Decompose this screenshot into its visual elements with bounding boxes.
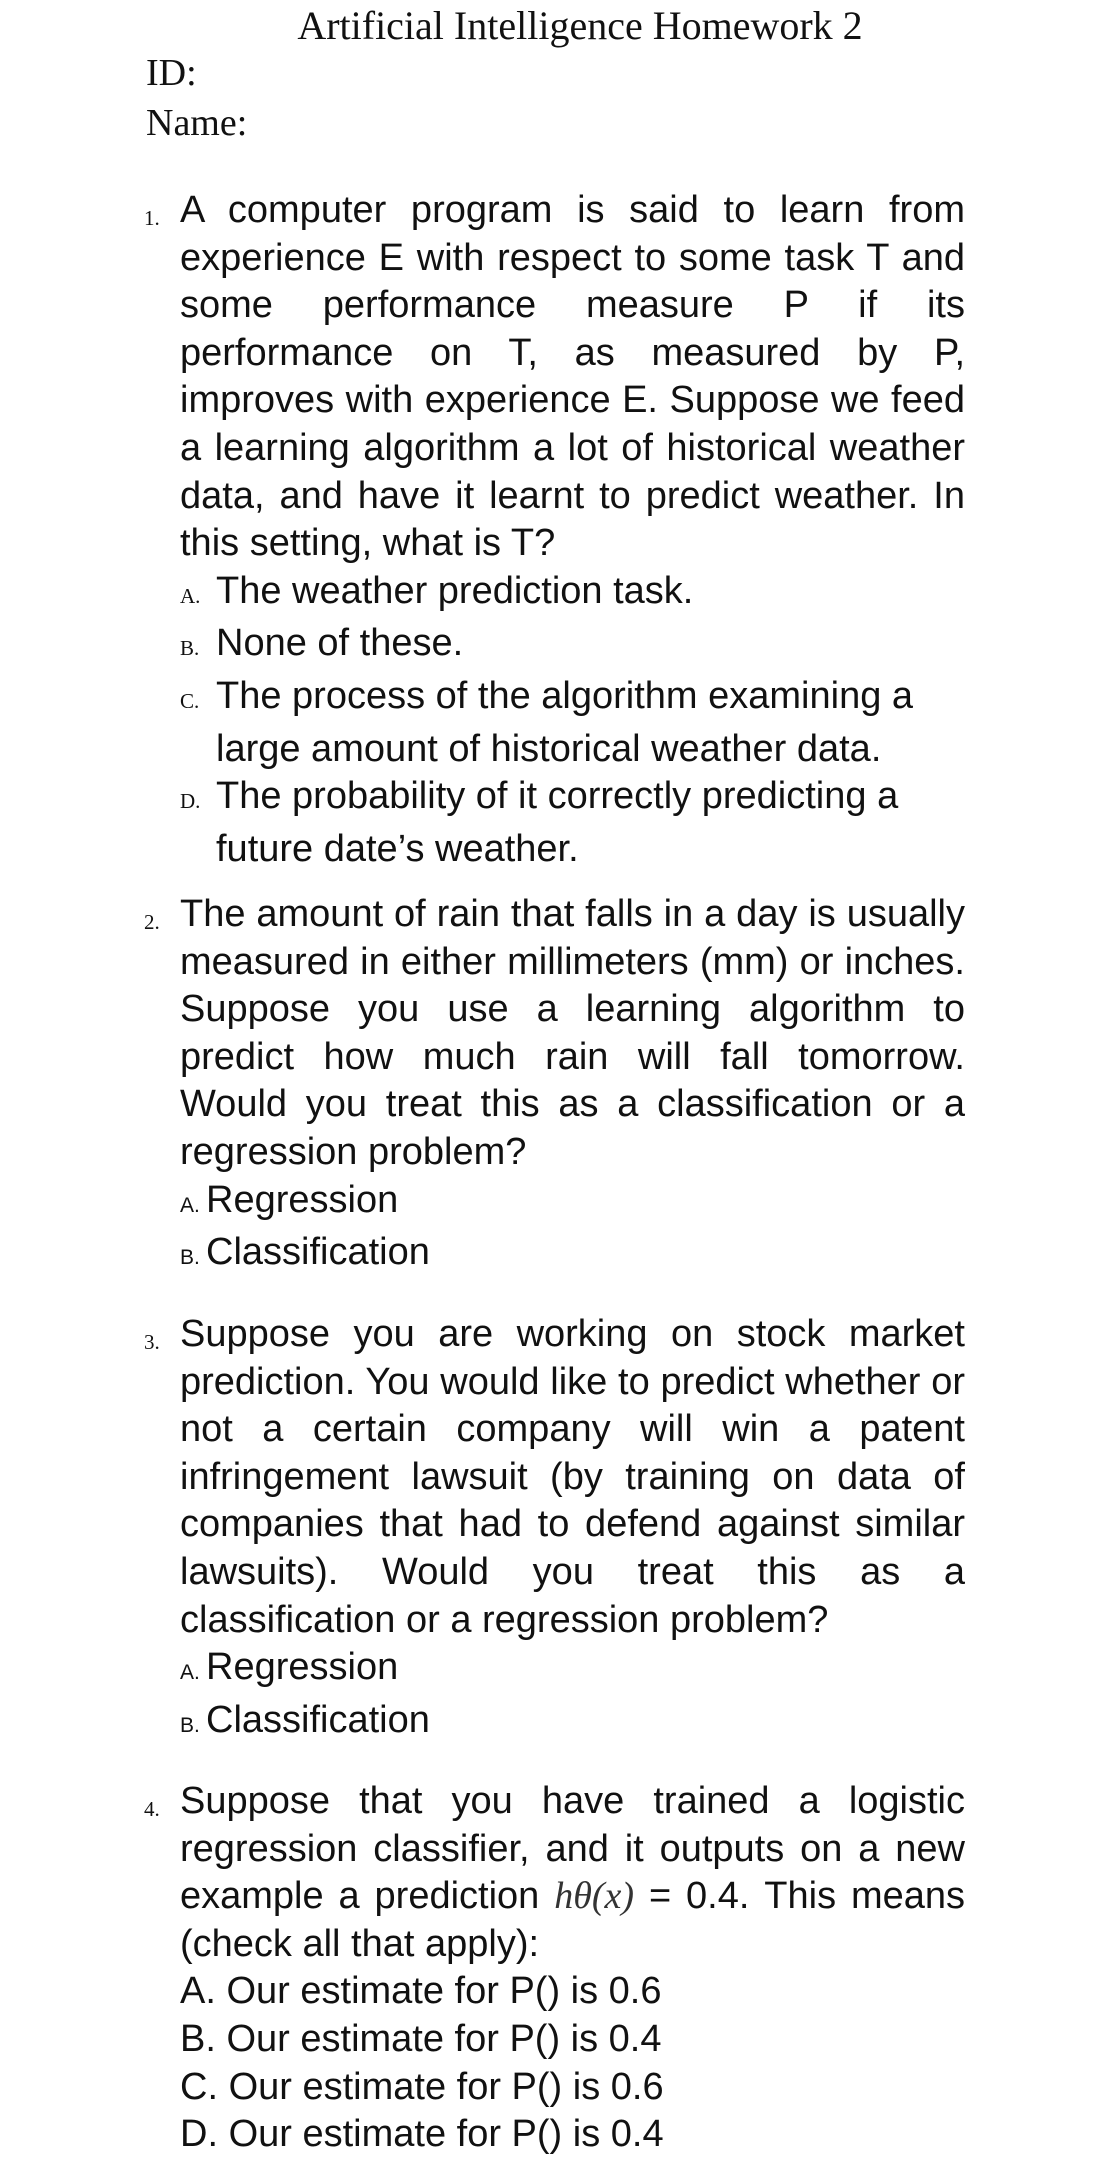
option-c <box>180 2064 965 2112</box>
question-text-before: Suppose that you have trained a logistic regression classifier, and it outputs on a new example a prediction <box>180 1780 965 1918</box>
question-text: A computer program is said to learn from experience E with respect to some task T and some performance measure P if its performance on T, as measured by P, improves with experience E. Suppose we feed a learning algorithm a lot of historical weather data, and have it learnt to predict weather. In this setting, what is T? <box>180 189 965 565</box>
option-text: None of these. <box>216 622 464 665</box>
question-1 <box>144 187 965 873</box>
question-number: 1. <box>144 206 160 230</box>
option-text: The process of the algorithm examining a large amount of historical weather data. <box>216 674 914 770</box>
option-text: The weather prediction task. <box>216 569 694 612</box>
option-letter: A. <box>180 1661 200 1685</box>
option-text: Regression <box>206 1178 399 1221</box>
option-text: Our estimate for P() is 0.4 <box>228 2113 664 2156</box>
option-text: Classification <box>206 1231 430 1274</box>
question-4 <box>144 1778 966 2159</box>
name-label: Name: <box>146 102 248 144</box>
option-b <box>180 1229 965 1282</box>
option-d <box>180 773 965 873</box>
option-letter: C. <box>180 688 200 713</box>
option-c <box>180 673 965 773</box>
question-text <box>180 1778 965 1968</box>
option-a <box>180 1644 965 1697</box>
option-b <box>180 2016 965 2064</box>
question-text: Suppose you are working on stock market prediction. You would like to predict whether or not a certain company will win a patent infringement lawsuit (by training on data of companies that had to defend against similar lawsuits). Would you treat this as a classification or a regression problem? <box>180 1313 965 1641</box>
option-letter: A. <box>180 1970 216 2013</box>
option-b <box>180 620 965 673</box>
option-letter: A. <box>180 583 201 608</box>
option-a <box>180 568 965 621</box>
question-number: 2. <box>144 910 160 934</box>
option-text: Our estimate for P() is 0.4 <box>226 2017 662 2060</box>
id-label: ID: <box>146 52 197 94</box>
option-text: Our estimate for P() is 0.6 <box>228 2065 664 2108</box>
option-d <box>180 2111 965 2159</box>
option-b <box>180 1697 965 1750</box>
option-a <box>180 1177 965 1230</box>
option-list <box>180 1968 965 2158</box>
option-letter: B. <box>180 1246 200 1270</box>
question-number: 3. <box>144 1330 160 1354</box>
option-list <box>180 1177 965 1282</box>
question-number: 4. <box>144 1797 160 1821</box>
document-title: Artificial Intelligence Homework 2 <box>297 3 863 48</box>
question-2 <box>144 891 965 1282</box>
option-text: Classification <box>206 1698 430 1741</box>
option-text: Our estimate for P() is 0.6 <box>226 1970 662 2013</box>
question-3 <box>144 1311 965 1749</box>
option-text: Regression <box>206 1646 399 1689</box>
option-letter: B. <box>180 2017 216 2060</box>
option-letter: B. <box>180 636 200 661</box>
option-letter: D. <box>180 2113 218 2156</box>
question-text-after: = 0.4. This means (check all that apply): <box>180 1875 966 1965</box>
option-a <box>180 1968 965 2016</box>
option-list <box>180 568 965 874</box>
hypothesis-formula: hθ(x) <box>554 1875 635 1918</box>
option-letter: A. <box>180 1193 200 1217</box>
option-letter: D. <box>180 789 201 814</box>
option-letter: C. <box>180 2065 218 2108</box>
question-text: The amount of rain that falls in a day is usually measured in either millimeters (mm) or inches. Suppose you use a learning algorithm to predict how much rain will fall tomorrow. Would you treat this as a classification or a regression problem? <box>180 893 965 1173</box>
option-letter: B. <box>180 1713 200 1737</box>
option-text: The probability of it correctly predicting a future date’s weather. <box>216 775 899 870</box>
option-list <box>180 1644 965 1749</box>
